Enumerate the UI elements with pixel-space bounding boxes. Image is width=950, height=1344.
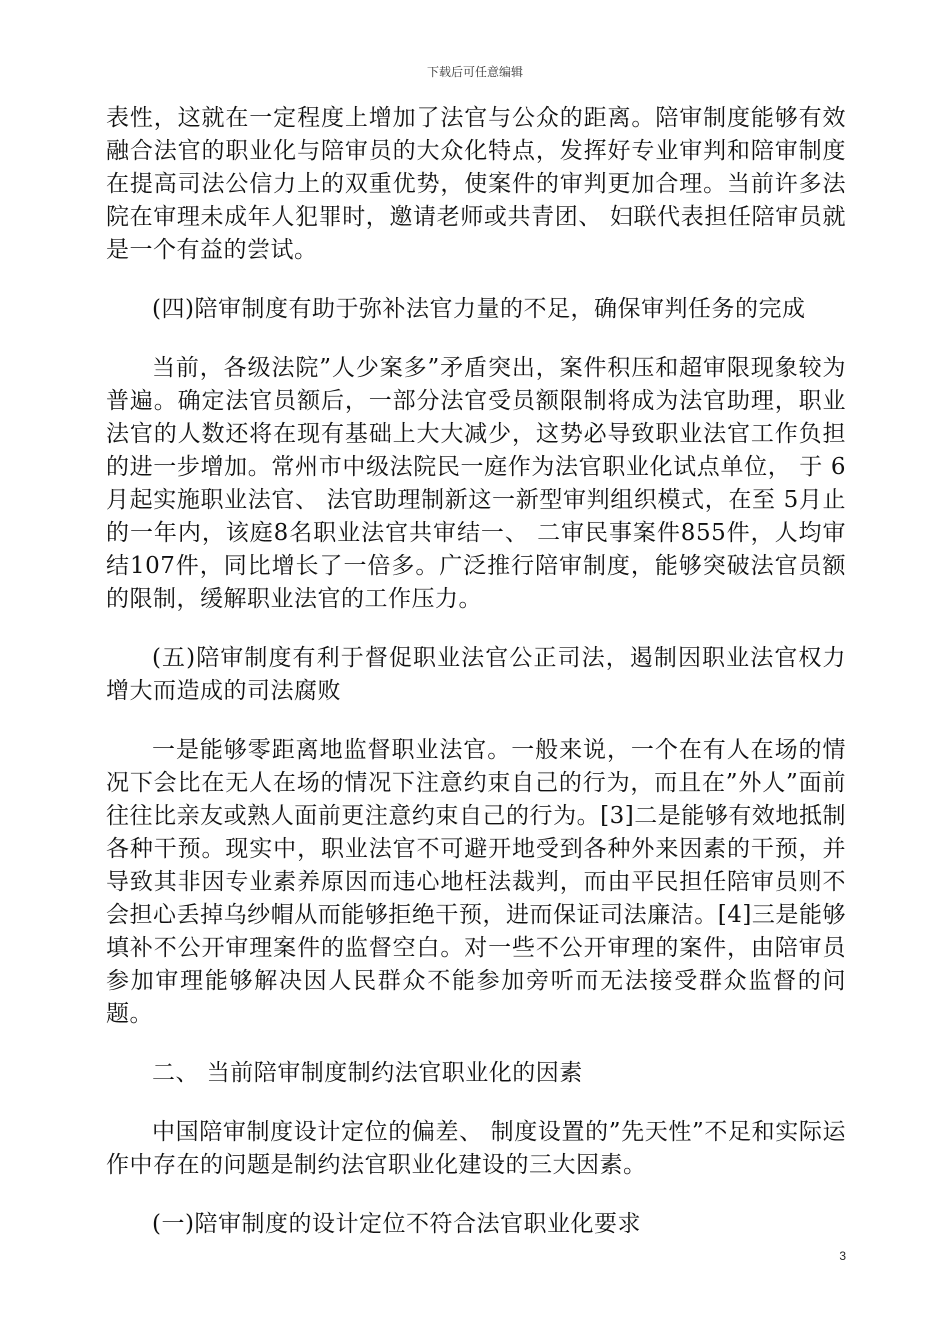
page-number: 3 (839, 1249, 846, 1263)
section-heading-4: (四)陪审制度有助于弥补法官力量的不足，确保审判任务的完成 (152, 296, 806, 322)
section-heading-5: (五)陪审制度有利于督促职业法官公正司法，遏制因职业法官权力增大而造成的司法腐败 (106, 645, 846, 704)
paragraph: 当前，各级法院”人少案多”矛盾突出，案件积压和超审限现象较为普遍。确定法官员额后，一部分法官受员额限制将成为法官助理，职业法官的人数还将在现有基础上大大减少，这势必导致职业法官工作负担的进一步增加。常州市中级法院民一庭作为法官职业化试点单位， 于 6月起实施职业法官、 法官助理制新这一新型审判组织模式，在至 5月止的一年内，该庭8名职业法官共审结一、 二审民事案件855件，人均审结107件，同比增长了一倍多。广泛推行陪审制度，能够突破法官员额的限制，缓解职业法官的工作压力。 (106, 355, 846, 612)
paragraph: 一是能够零距离地监督职业法官。一般来说，一个在有人在场的情况下会比在无人在场的情况下注意约束自己的行为，而且在”外人”面前往往比亲友或熟人面前更注意约束自己的行为。[3]二是能够有效地抵制各种干预。现实中，职业法官不可避开地受到各种外来因素的干预，并导致其非因专业素养原因而违心地枉法裁判，而由平民担任陪审员则不会担心丢掉乌纱帽从而能够拒绝干预，进而保证司法廉洁。[4]三是能够填补不公开审理案件的监督空白。对一些不公开审理的案件，由陪审员参加审理能够解决因人民群众不能参加旁听而无法接受群众监督的问题。 (106, 737, 846, 1027)
section-heading-1: (一)陪审制度的设计定位不符合法官职业化要求 (152, 1211, 641, 1237)
chapter-heading-2: 二、 当前陪审制度制约法官职业化的因素 (152, 1060, 583, 1086)
page-header: 下载后可任意编辑 (426, 65, 523, 79)
paragraph: 中国陪审制度设计定位的偏差、 制度设置的”先天性”不足和实际运作中存在的问题是制约法官职业化建设的三大因素。 (106, 1119, 846, 1178)
document-body (106, 102, 846, 1267)
paragraph-continuation: 表性，这就在一定程度上增加了法官与公众的距离。陪审制度能够有效融合法官的职业化与陪审员的大众化特点，发挥好专业审判和陪审制度在提高司法公信力上的双重优势，使案件的审判更加合理。当前许多法院在审理未成年人犯罪时，邀请老师或共青团、 妇联代表担任陪审员就是一个有益的尝试。 (106, 105, 846, 263)
